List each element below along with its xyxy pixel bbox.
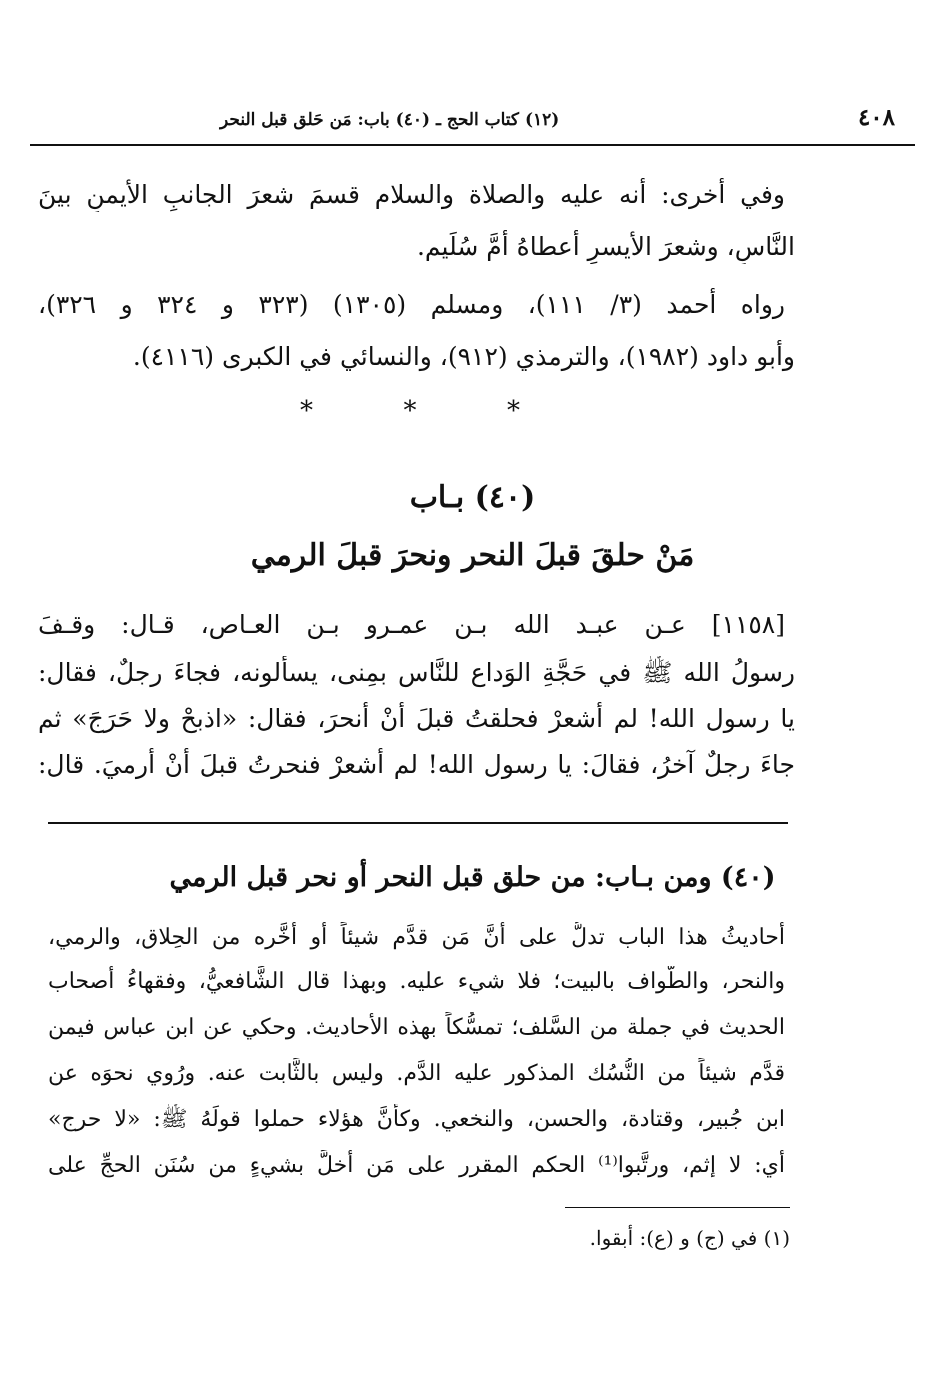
page-number: ٤٠٨	[857, 104, 895, 131]
hadith-line: [١١٥٨] عـن عبـد الله بـن عمـرو بـن العـاص، قـال: وقـفَ	[38, 610, 785, 639]
header-rule	[30, 144, 915, 146]
commentary-line: والنحر، والطَّواف بالبيت؛ فلا شيء عليه. وبهذا قال الشَّافعيُّ، وفقهاءُ أصحاب	[48, 969, 785, 994]
commentary-title: (٤٠) ومن بـاب: من حلق قبل النحر أو نحر قبل الرمي	[169, 862, 776, 893]
section-separator	[300, 396, 520, 426]
commentary-line: الحديث في جملة من السَّلف؛ تمسُّكاً بهذه الأحاديث. وحكي عن ابن عباس فيمن	[48, 1015, 785, 1040]
running-title: (١٢) كتاب الحج ـ (٤٠) باب: مَن حَلق قبل النحر	[220, 110, 560, 130]
commentary-line: أحاديثُ هذا الباب تدلُّ على أنَّ مَن قدَّم شيئاً أو أخَّره من الحِلاق، والرمي،	[48, 925, 785, 950]
footnote: (١) في (ج) و (ع): أبقوا.	[589, 1226, 790, 1250]
chapter-number: (٤٠) بـاب	[409, 480, 536, 515]
hadith-line: جاءَ رجلٌ آخرُ، فقالَ: يا رسول الله! لم أشعرْ فنحرتُ قبلَ أنْ أرميَ. قال:	[38, 750, 795, 779]
citation-line: رواه أحمد (٣/ ١١١)، ومسلم (١٣٠٥) (٣٢٣ و ٣٢٤ و ٣٢٦)،	[38, 290, 785, 319]
text-line: النَّاسِ، وشعرَ الأيسرِ أعطاهُ أُمَّ سُلَيم.	[416, 232, 795, 261]
separator-star: *	[507, 396, 520, 426]
page-header	[30, 98, 915, 146]
hadith-line: يا رسول الله! لم أشعرْ فحلقتُ قبلَ أنْ أنحرَ، فقال: «اذبحْ ولا حَرَجَ» ثم	[38, 704, 795, 733]
separator-star: *	[403, 396, 417, 426]
chapter-title: مَنْ حلقَ قبلَ النحر ونحرَ قبلَ الرمي	[250, 538, 695, 573]
footnote-rule	[565, 1207, 790, 1208]
text-line: وفي أخرى: أنه عليه والصلاة والسلام قسمَ شعرَ الجانبِ الأيمنِ بينَ	[38, 180, 785, 209]
separator-star: *	[300, 396, 313, 426]
commentary-line: قدَّم شيئاً من النُّسُك المذكور عليه الدَّم. وليس بالثَّابت عنه. ورُوي نحوَه عن	[48, 1061, 785, 1086]
citation-line: وأبو داود (١٩٨٢)، والترمذي (٩١٢)، والنسائي في الكبرى (٤١١٦).	[132, 342, 795, 371]
commentary-divider	[48, 822, 788, 824]
hadith-line: رسولُ الله ﷺ في حَجَّةِ الوَداع للنَّاس بمِنى، يسألونه، فجاءَ رجلٌ، فقال:	[38, 658, 795, 687]
commentary-line: أي: لا إثم، ورتَّبوا⁽¹⁾ الحكم المقرر على مَن أخلَّ بشيءٍ من سُنَن الحجِّ على	[48, 1153, 785, 1178]
commentary-line: ابن جُبير، وقتادة، والحسن، والنخعي. وكأنَّ هؤلاء حملوا قولَهُ ﷺ: «لا حرج»	[48, 1107, 785, 1132]
